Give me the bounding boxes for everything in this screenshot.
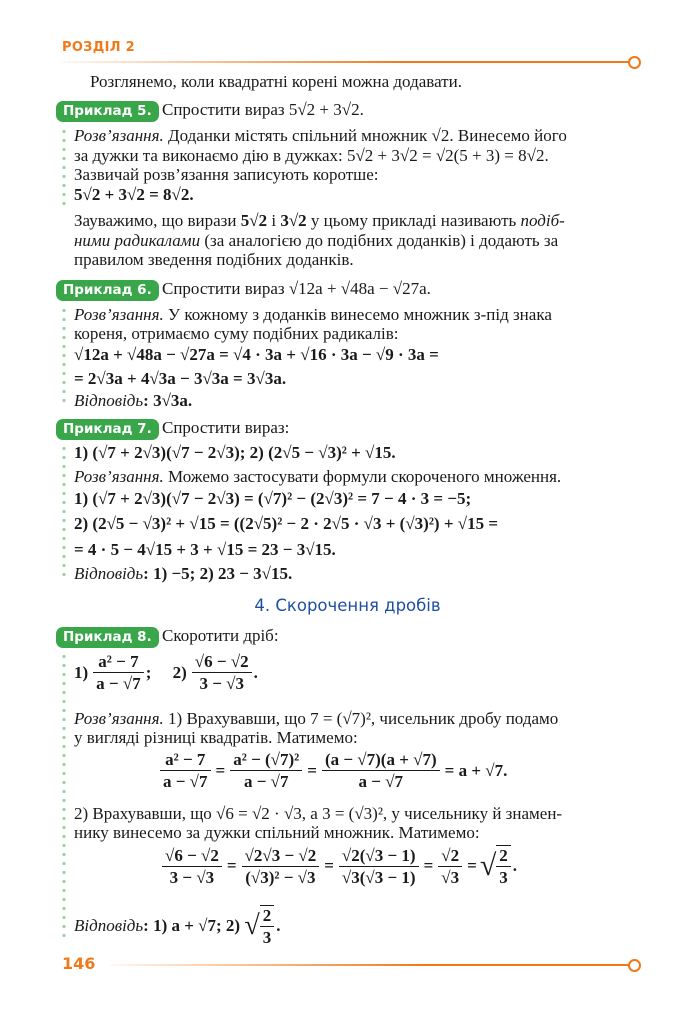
example-5-badge: Приклад 5. (56, 101, 159, 122)
equation-2: $\frac{√6 - √2}{3 - √3}$ = $\frac{√2√3 - √2}{\text{(√3)² − √3}}$ = $\frac{√2(√3 - 1)}{√3(√3 - 1)}$ = $\frac{√2}{√3}$ = √ $\frac{2}{3}$ . (160, 845, 520, 887)
solution-line: = 2√3a + 4√3a − 3√3a = 3√3a. (74, 369, 287, 388)
section-label: РОЗДІЛ 2 (62, 40, 135, 55)
dots-decoration (62, 652, 66, 942)
solution-line: Розв’язання. 1) Врахувавши, що 7 = (√7)², чисельник дробу подамо (74, 709, 559, 728)
example-8-task: Скоротити дріб: (162, 626, 279, 645)
note-line: ними радикалами (за аналогією до подібних доданків) і додають за (74, 231, 559, 250)
solution-line: нику винесемо за дужки спільний множник. Матимемо: (74, 823, 480, 842)
example-6-task: Спростити вираз √12a + √48a − √27a. (162, 279, 431, 298)
solution-line: 2) (2√5 − √3)² + √15 = ((2√5)² − 2 · 2√5 · √3 + (√3)²) + √15 = (74, 514, 499, 533)
dots-decoration (62, 306, 66, 406)
dots-decoration (62, 444, 66, 580)
answer-line: Відповідь: 1) a + √7; 2) √ $\frac{2}{3}$ . (74, 906, 281, 947)
page-number: 146 (62, 954, 96, 973)
task-line: 1) (√7 + 2√3)(√7 − 2√3); 2) (2√5 − √3)² + √15. (74, 443, 396, 462)
solution-line: Розв’язання. Доданки містять спільний множник √2. Винесемо його (74, 126, 567, 145)
example-5-task: Спростити вираз 5√2 + 3√2. (162, 100, 364, 119)
solution-line: у вигляді різниці квадратів. Матимемо: (74, 728, 358, 747)
solution-line: Розв’язання. У кожному з доданків винесемо множник з-під знака (74, 305, 552, 324)
example-7-badge: Приклад 7. (56, 419, 159, 440)
rule-end-circle-top (628, 56, 641, 69)
equation-1: $\frac{\text{a² − 7}}{a - √7}$ = $\frac{\text{a² − (√7)²}}{a - √7}$ = $\frac{(a - √7)(a + √7)}{a - √7}$ = a + √7. (158, 750, 510, 791)
dots-decoration (62, 127, 66, 205)
example-6-badge: Приклад 6. (56, 280, 159, 301)
answer-line: Відповідь: 3√3a. (74, 391, 193, 410)
rule-end-circle-bottom (628, 959, 641, 972)
solution-line: 2) Врахувавши, що √6 = √2 · √3, а 3 = (√3)², у чисельнику й знамен- (74, 804, 563, 823)
bottom-rule (110, 964, 630, 966)
solution-line: за дужки та виконаємо дію в дужках: 5√2 + 3√2 = √2(5 + 3) = 8√2. (74, 146, 549, 165)
top-rule (62, 61, 630, 63)
example-8-badge: Приклад 8. (56, 627, 159, 648)
intro-text: Розглянемо, коли квадратні корені можна додавати. (90, 72, 462, 91)
answer-line: Відповідь: 1) −5; 2) 23 − 3√15. (74, 564, 293, 583)
solution-line: 5√2 + 3√2 = 8√2. (74, 185, 194, 204)
solution-line: = 4 · 5 − 4√15 + 3 + √15 = 23 − 3√15. (74, 540, 336, 559)
solution-line: Розв’язання. Можемо застосувати формули скороченого множення. (74, 467, 562, 486)
solution-line: √12a + √48a − √27a = √4 · 3a + √16 · 3a − √9 · 3a = (74, 345, 439, 364)
note-line: правилом зведення подібних доданків. (74, 250, 354, 269)
section-heading: 4. Скорочення дробів (254, 596, 441, 615)
note-line: Зауважимо, що вирази 5√2 і 3√2 у цьому прикладі називають подіб- (74, 211, 565, 230)
solution-line: 1) (√7 + 2√3)(√7 − 2√3) = (√7)² − (2√3)² = 7 − 4 · 3 = −5; (74, 489, 472, 508)
example-8-items: 1) $\frac{\text{a² − 7}}{a - √7}$ ; 2) $\frac{√6 - √2}{3 - √3}$ . (74, 652, 258, 693)
example-7-task: Спростити вираз: (162, 418, 290, 437)
solution-line: кореня, отримаємо суму подібних радикалів: (74, 324, 399, 343)
solution-line: Зазвичай розв’язання записують коротше: (74, 165, 379, 184)
